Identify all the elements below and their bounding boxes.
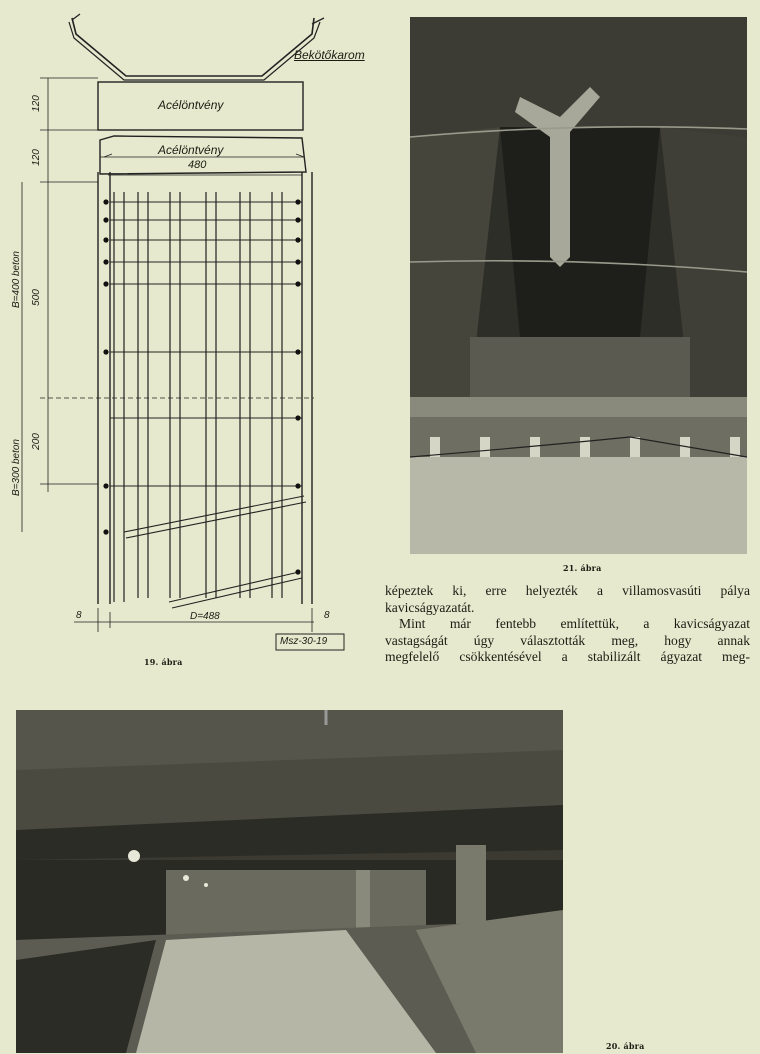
body-paragraph [385, 583, 750, 666]
figure-19-drawing [11, 12, 374, 662]
dim-200: 200 [30, 433, 42, 450]
text-line-2: kavicságyazatát. [385, 599, 475, 615]
dim-8-right: 8 [324, 610, 330, 621]
text-line-1: képeztek ki, erre helyezték a villamosvasúti pálya [385, 583, 750, 598]
dim-500: 500 [30, 289, 42, 306]
label-b400-beton: B=400 beton [11, 251, 22, 308]
text-line-5: megfelelő csökkentésével a stabilizált ágyazat meg- [385, 649, 750, 665]
text-line-3: Mint már fentebb említettük, a kavicságyazat [399, 616, 750, 632]
figure-19-caption: 19. ábra [144, 657, 183, 667]
text-line-4: vastagságát úgy választották meg, hogy annak [385, 632, 750, 648]
figure-20-photo [16, 710, 563, 1053]
dim-d488: D=488 [190, 611, 220, 622]
drawing-code: Msz-30-19 [280, 636, 328, 647]
dim-120-mid: 120 [30, 149, 42, 166]
dim-8-left: 8 [76, 610, 82, 621]
label-acelontveny-2: Acélöntvény [158, 143, 224, 157]
label-b300-beton: B=300 beton [11, 439, 22, 496]
figure-21-caption: 21. ábra [563, 563, 602, 573]
label-bekotokarom: Bekötőkarom [294, 48, 365, 62]
label-acelontveny-1: Acélöntvény [158, 98, 224, 112]
figure-20-caption: 20. ábra [606, 1041, 645, 1051]
dim-480: 480 [188, 159, 207, 171]
figure-21-photo [410, 17, 747, 554]
dim-120-top: 120 [30, 95, 42, 112]
